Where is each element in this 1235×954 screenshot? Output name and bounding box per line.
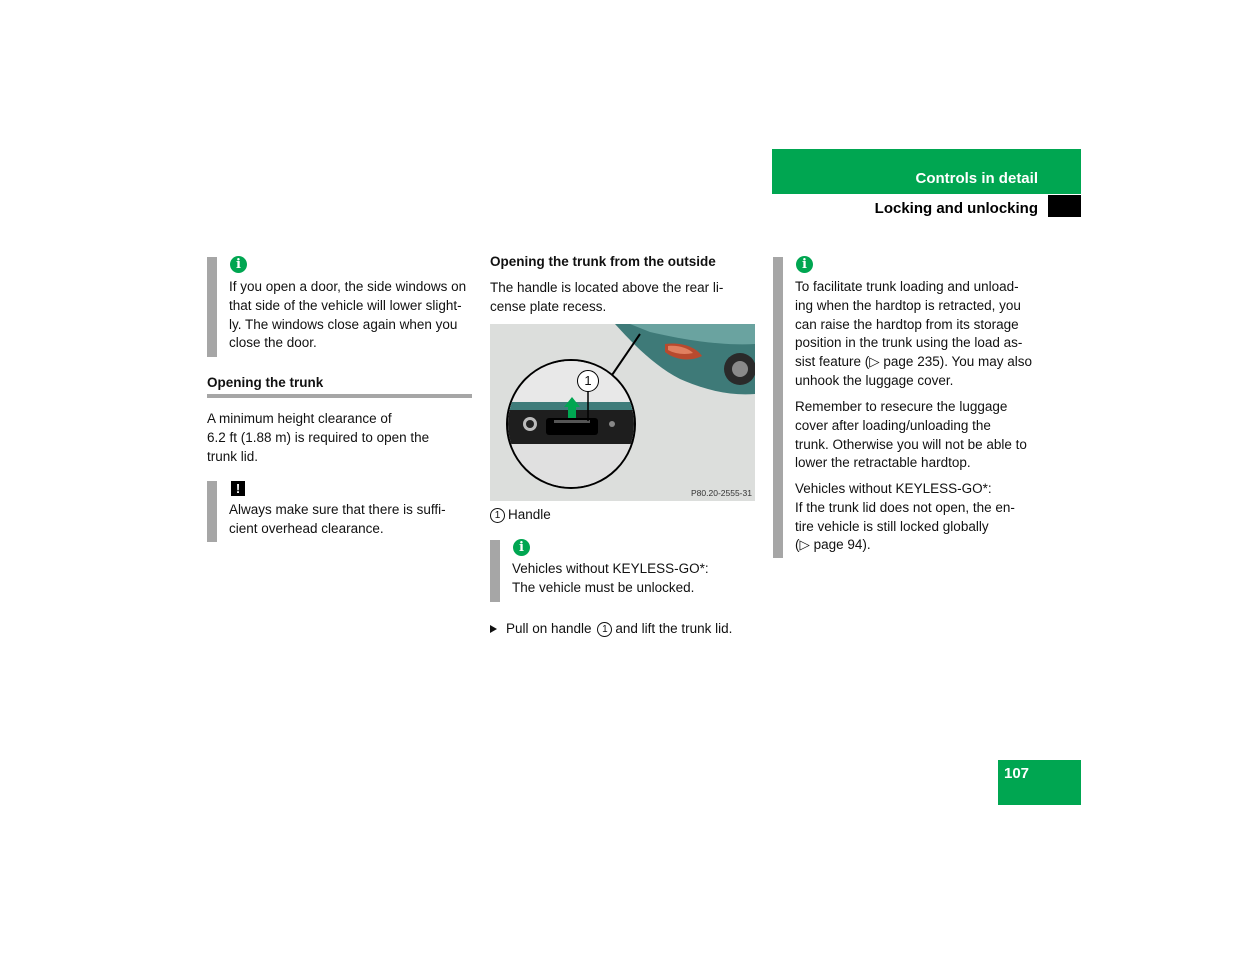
step-number: 1 — [597, 622, 612, 637]
info-icon: i — [230, 256, 247, 273]
trunk-handle-figure — [490, 324, 755, 501]
info-icon: i — [796, 256, 813, 273]
legend-number: 1 — [490, 508, 505, 523]
figure-legend — [490, 506, 551, 525]
note-bar — [207, 257, 217, 357]
note-bar — [773, 257, 783, 558]
warning-note-text: Always make sure that there is suffi- cient overhead clearance. — [229, 502, 446, 536]
page-number: 107 — [1004, 765, 1030, 782]
instruction-step: Pull on handle 1 and lift the trunk lid. — [490, 620, 732, 639]
note-bar — [207, 481, 217, 542]
luggage-cover-note-text: Remember to resecure the luggage cover after loading/unloading the trunk. Otherwise you will not be able to lower the retractable hardtop. — [795, 399, 1027, 471]
hardtop-note-text: To facilitate trunk loading and unload- ing when the hardtop is retracted, you can raise the hardtop from its storage position in the trunk using the load as- sist feature (▷ page 235). You may also unhook the luggage cover. — [795, 279, 1033, 388]
global-lock-note-text: Vehicles without KEYLESS-GO*: If the trunk lid does not open, the en- tire vehicle is still locked globally (▷ page 94). — [795, 481, 1015, 553]
opening-trunk-heading: Opening the trunk — [207, 375, 324, 390]
info-note-text: If you open a door, the side windows on that side of the vehicle will lower slight- ly. The windows close again when you close the door. — [229, 279, 467, 351]
note-bar — [490, 540, 500, 602]
warning-icon: ! — [231, 481, 245, 496]
trunk-handle-illustration — [490, 324, 755, 501]
handle-location-text: The handle is located above the rear li- cense plate recess. — [490, 280, 724, 314]
heading-rule — [207, 394, 472, 398]
step-bullet-icon — [490, 625, 497, 633]
legend-label: Handle — [508, 507, 551, 522]
info-icon: i — [513, 539, 530, 556]
trunk-outside-heading: Opening the trunk from the outside — [490, 254, 716, 269]
subsection-title: Locking and unlocking — [874, 200, 1038, 217]
keyless-note-text: Vehicles without KEYLESS-GO*: The vehicle must be unlocked. — [512, 561, 709, 595]
figure-code: P80.20-2555-31 — [691, 488, 752, 498]
section-marker-tab — [1048, 195, 1081, 217]
figure-callout: 1 — [577, 370, 599, 392]
clearance-text: A minimum height clearance of 6.2 ft (1.88 m) is required to open the trunk lid. — [207, 411, 430, 464]
section-title: Controls in detail — [915, 170, 1038, 187]
